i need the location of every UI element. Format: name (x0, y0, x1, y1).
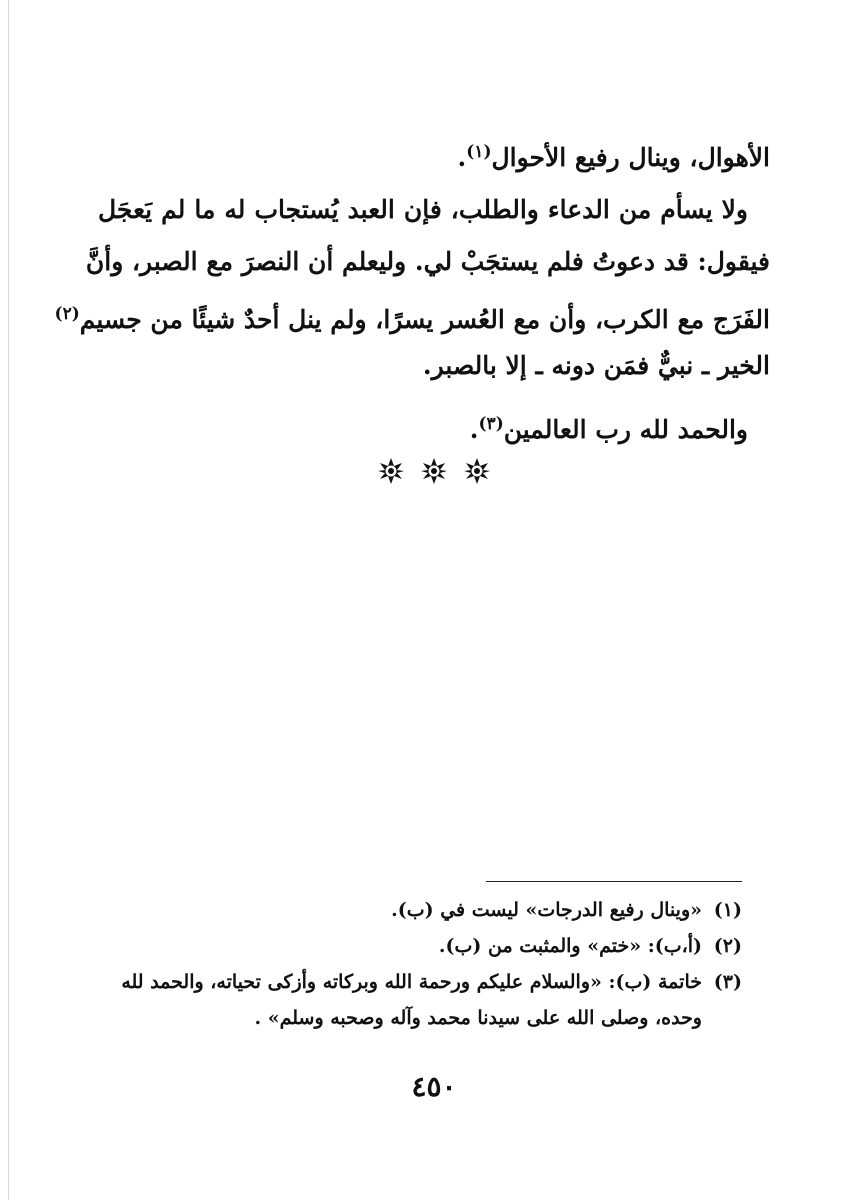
section-end-ornaments (0, 458, 868, 498)
footnote-text: (أ،ب): «ختم» والمثبت من (ب). (438, 935, 702, 957)
flower-ornament-icon (421, 458, 447, 484)
body-line-1 (98, 126, 770, 178)
flower-ornament-icon (378, 458, 404, 484)
footnote-item-1 (98, 892, 742, 928)
footnote-number: (١) (713, 899, 742, 921)
page-number: ٤٥٠ (411, 1070, 457, 1103)
body-line-5: الخير ـ نبيٌّ فمَن دونه ـ إلا بالصبر. (422, 351, 770, 380)
footnote-separator (486, 881, 742, 882)
footnotes-section (98, 892, 742, 1036)
footnote-number: (٣) (713, 971, 742, 993)
footnote-item-2 (98, 928, 742, 964)
body-line-4 (54, 288, 770, 340)
flower-ornament-icon (464, 458, 490, 484)
footnote-number: (٢) (713, 935, 742, 957)
body-line-2: ولا يسأم من الدعاء والطلب، فإن العبد يُستجاب له ما لم يَعجَل (98, 195, 748, 224)
footnote-text: «وينال رفيع الدرجات» ليست في (ب). (391, 899, 702, 921)
body-line-6 (98, 398, 770, 450)
footnote-item-3 (98, 964, 742, 1000)
body-line-6-text: والحمد لله رب العالمين (503, 415, 748, 444)
main-text-block (54, 126, 770, 450)
footnote-text: خاتمة (ب): «والسلام عليكم ورحمة الله وبركاته وأزكى تحياته، والحمد لله (121, 971, 702, 993)
body-line-3: فيقول: قد دعوتُ فلم يستجَبْ لي. وليعلم أن النصرَ مع الصبر، وأنَّ (85, 247, 770, 276)
body-line-4-text: الفَرَج مع الكرب، وأن مع العُسر يسرًا، ولم ينل أحدٌ شيئًا من جسيم (79, 305, 770, 334)
footnote-continuation: وحده، وصلى الله على سيدنا محمد وآله وصحبه وسلم» . (254, 1007, 702, 1029)
footnote-ref-2[interactable]: (٢) (54, 304, 80, 324)
body-line-1-end: . (457, 143, 467, 172)
footnote-ref-3[interactable]: (٣) (478, 414, 504, 434)
page-edge-line (8, 0, 9, 1200)
body-line-1-text: الأهوال، وينال رفيع الأحوال (491, 143, 770, 172)
footnote-ref-1[interactable]: (١) (466, 142, 492, 162)
body-line-6-end: . (469, 415, 479, 444)
